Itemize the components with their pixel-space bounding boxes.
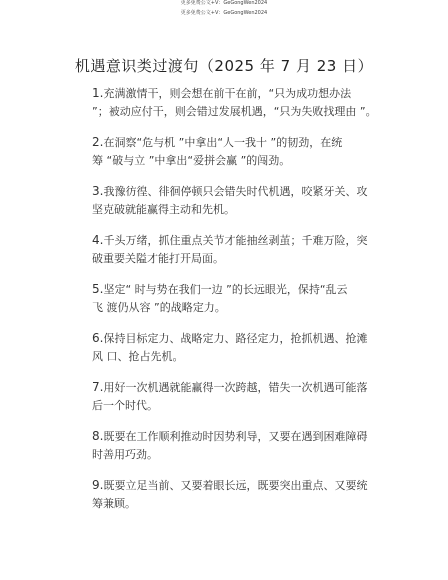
paragraph-number: 8. xyxy=(92,429,104,443)
paragraph-number: 2. xyxy=(92,135,104,149)
paragraph-text: 飞 渡仍从容 ”的战略定力。 xyxy=(92,301,226,314)
paragraph-number: 3. xyxy=(92,184,104,198)
paragraph-8 xyxy=(92,427,392,464)
paragraph-number: 5. xyxy=(92,282,104,296)
paragraph-5 xyxy=(92,280,392,317)
paragraph-text: 筹兼顾。 xyxy=(92,497,136,510)
paragraph-number: 1. xyxy=(92,86,104,100)
document-title: 机遇意识类过渡句（2025 年 7 月 23 日） xyxy=(74,57,374,75)
paragraph-text: 风 口、抢占先机。 xyxy=(92,350,184,363)
paragraph-text: 筹 “破与立 ”中拿出“爱拼会赢 ”的闯劲。 xyxy=(92,154,291,167)
paragraph-text: 我豫彷徨、徘徊停顿只会错失时代机遇，咬紧牙关、攻 xyxy=(103,185,368,198)
paragraph-text: 保持目标定力、战略定力、路径定力，抢抓机遇、抢滩 xyxy=(103,332,368,345)
paragraph-text: 既要立足当前、又要着眼长远，既要突出重点、又要统 xyxy=(103,479,368,492)
paragraph-number: 7. xyxy=(92,380,104,394)
paragraph-2 xyxy=(92,133,392,170)
paragraph-text: ”；被动应付干，则会错过发展机遇，“只为失败找理由 ”。 xyxy=(92,105,377,118)
document-body xyxy=(92,84,392,525)
paragraph-number: 9. xyxy=(92,478,104,492)
paragraph-number: 6. xyxy=(92,331,104,345)
paragraph-6 xyxy=(92,329,392,366)
paragraph-text: 既要在工作顺利推动时因势利导，又要在遇到困难障碍 xyxy=(103,430,368,443)
paragraph-text: 坚定“ 时与势在我们一边 ”的长远眼光，保持“乱云 xyxy=(103,283,348,296)
paragraph-text: 用好一次机遇就能赢得一次跨越，错失一次机遇可能落 xyxy=(103,381,368,394)
paragraph-7 xyxy=(92,378,392,415)
paragraph-text: 千头万绪，抓住重点关节才能抽丝剥茧；千难万险，突 xyxy=(103,234,368,247)
paragraph-text: 时善用巧劲。 xyxy=(92,448,158,461)
paragraph-text: 破重要关隘才能打开局面。 xyxy=(92,252,224,265)
paragraph-text: 坚克破就能赢得主动和先机。 xyxy=(92,203,235,216)
paragraph-4 xyxy=(92,231,392,268)
paragraph-3 xyxy=(92,182,392,219)
watermark-line-1: 更多免费公文+V：GeGongWen2024 xyxy=(180,0,268,6)
paragraph-1 xyxy=(92,84,392,121)
watermark-line-2: 更多免费公文+V：GeGongWen2024 xyxy=(180,10,268,16)
paragraph-number: 4. xyxy=(92,233,104,247)
paragraph-9 xyxy=(92,476,392,513)
paragraph-text: 充满激情干，则会想在前干在前，“只为成功想办法 xyxy=(103,87,352,100)
paragraph-text: 后一个时代。 xyxy=(92,399,158,412)
paragraph-text: 在洞察“危与机 ”中拿出“人一我十 ”的韧劲，在统 xyxy=(103,136,343,149)
